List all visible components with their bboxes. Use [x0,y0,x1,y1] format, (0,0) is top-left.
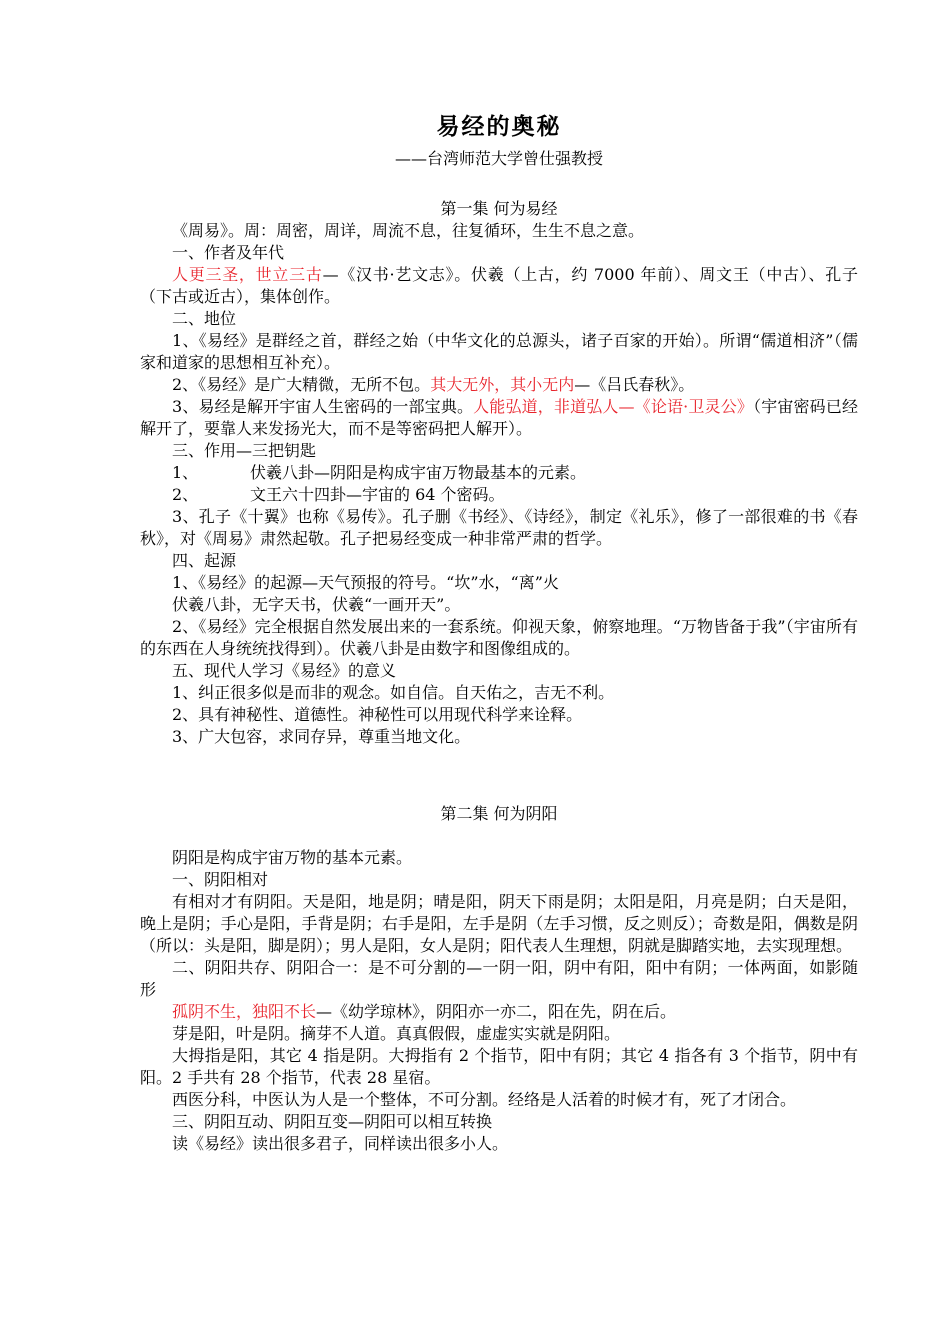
paragraph: 1、《易经》是群经之首，群经之始（中华文化的总源头，诸子百家的开始）。所谓“儒道相济”（儒家和道家的思想相互补充）。 [140,331,858,372]
section-heading: 五、现代人学习《易经》的意义 [172,661,397,680]
spacer [140,748,858,803]
section-heading: 三、作用—三把钥匙 [172,441,317,460]
list-item [140,484,858,506]
paragraph [140,1001,858,1023]
document-page [140,108,858,1155]
list-item: 1、纠正很多似是而非的观念。如自信。自天佑之，吉无不利。 [172,683,615,702]
list-item: 2、具有神秘性、道德性。神秘性可以用现代科学来诠释。 [172,705,583,724]
paragraph: 读《易经》读出很多君子，同样读出很多小人。 [172,1134,509,1153]
section-heading: 二、阴阳共存、阴阳合一：是不可分割的—一阴一阳，阴中有阳，阳中有阴；一体两面，如影随形 [140,958,858,999]
highlight-quote: 孤阴不生，独阳不长 [172,1002,317,1021]
section-heading: 四、起源 [172,551,237,570]
paragraph-text: 2、《易经》是广大精微，无所不包。 [172,375,431,394]
paragraph [140,396,858,440]
list-number: 1、 [172,463,199,482]
paragraph-text: —《汉书·艺文志》。伏羲（上古，约 7000 年前）、周文王（中古）、孔子（下古或近古），集体创作。 [140,265,858,306]
document-subtitle: ——台湾师范大学曾仕强教授 [394,149,603,168]
paragraph [140,264,858,308]
paragraph: 伏羲八卦，无字天书，伏羲“一画开天”。 [172,595,461,614]
paragraph: 西医分科，中医认为人是一个整体，不可分割。经络是人活着的时候才有，死了才闭合。 [172,1090,797,1109]
list-text: 伏羲八卦—阴阳是构成宇宙万物最基本的元素。 [250,463,587,482]
paragraph [140,374,858,396]
paragraph: 有相对才有阴阳。天是阳，地是阴；晴是阳，阴天下雨是阴；太阳是阳，月亮是阴；白天是阳，晚上是阴；手心是阳，手背是阴；右手是阳，左手是阴（左手习惯，反之则反）；奇数是阳，偶数是阴（所以：头是阳，脚是阴）；男人是阳，女人是阴；阳代表人生理想，阴就是脚踏实地，去实现理想。 [140,892,858,955]
paragraph-text: 3、易经是解开宇宙人生密码的一部宝典。 [172,397,474,416]
section-heading: 一、作者及年代 [172,243,285,262]
paragraph-text: —《幼学琼林》，阴阳亦一亦二，阳在先，阴在后。 [316,1002,677,1021]
spacer [140,172,858,198]
section-heading: 二、地位 [172,309,237,328]
list-item: 3、广大包容，求同存异，尊重当地文化。 [172,727,471,746]
paragraph: 《周易》。周：周密，周详，周流不息，往复循环，生生不息之意。 [172,221,645,240]
section-heading: 一、阴阳相对 [172,870,269,889]
paragraph-text: —《吕氏春秋》。 [574,375,695,394]
list-item [140,462,858,484]
list-number: 2、 [172,485,199,504]
highlight-quote: 人能弘道，非道弘人—《论语·卫灵公》 [473,397,754,416]
episode-1-section [140,198,858,748]
paragraph: 3、孔子《十翼》也称《易传》。孔子删《书经》、《诗经》，制定《礼乐》，修了一部很难的书《春秋》，对《周易》肃然起敬。孔子把易经变成一种非常严肃的哲学。 [140,507,858,548]
paragraph: 阴阳是构成宇宙万物的基本元素。 [172,848,413,867]
episode-2-section [140,803,858,1155]
highlight-quote: 人更三圣，世立三古 [172,265,323,284]
paragraph: 大拇指是阳，其它 4 指是阴。大拇指有 2 个指节，阳中有阴；其它 4 指各有 3 个指节，阴中有阳。2 手共有 28 个指节，代表 28 星宿。 [140,1046,858,1087]
episode-2-heading: 第二集 何为阴阳 [440,804,558,823]
document-title: 易经的奥秘 [436,113,562,140]
paragraph: 1、《易经》的起源—天气预报的符号。“坎”水，“离”火 [172,573,559,592]
list-text: 文王六十四卦—宇宙的 64 个密码。 [250,485,505,504]
section-heading: 三、阴阳互动、阴阳互变—阴阳可以相互转换 [172,1112,493,1131]
episode-1-heading: 第一集 何为易经 [440,199,558,218]
spacer [140,825,858,847]
paragraph: 2、《易经》完全根据自然发展出来的一套系统。仰视天象，俯察地理。“万物皆备于我”（宇宙所有的东西在人身统统找得到）。伏羲八卦是由数字和图像组成的。 [140,617,858,658]
paragraph: 芽是阳，叶是阴。摘芽不人道。真真假假，虚虚实实就是阴阳。 [172,1024,621,1043]
highlight-quote: 其大无外，其小无内 [430,375,575,394]
paragraph-text: （宇宙密码已经解开了，要靠人来发扬光大，而不是等密码把人解开）。 [140,397,858,438]
